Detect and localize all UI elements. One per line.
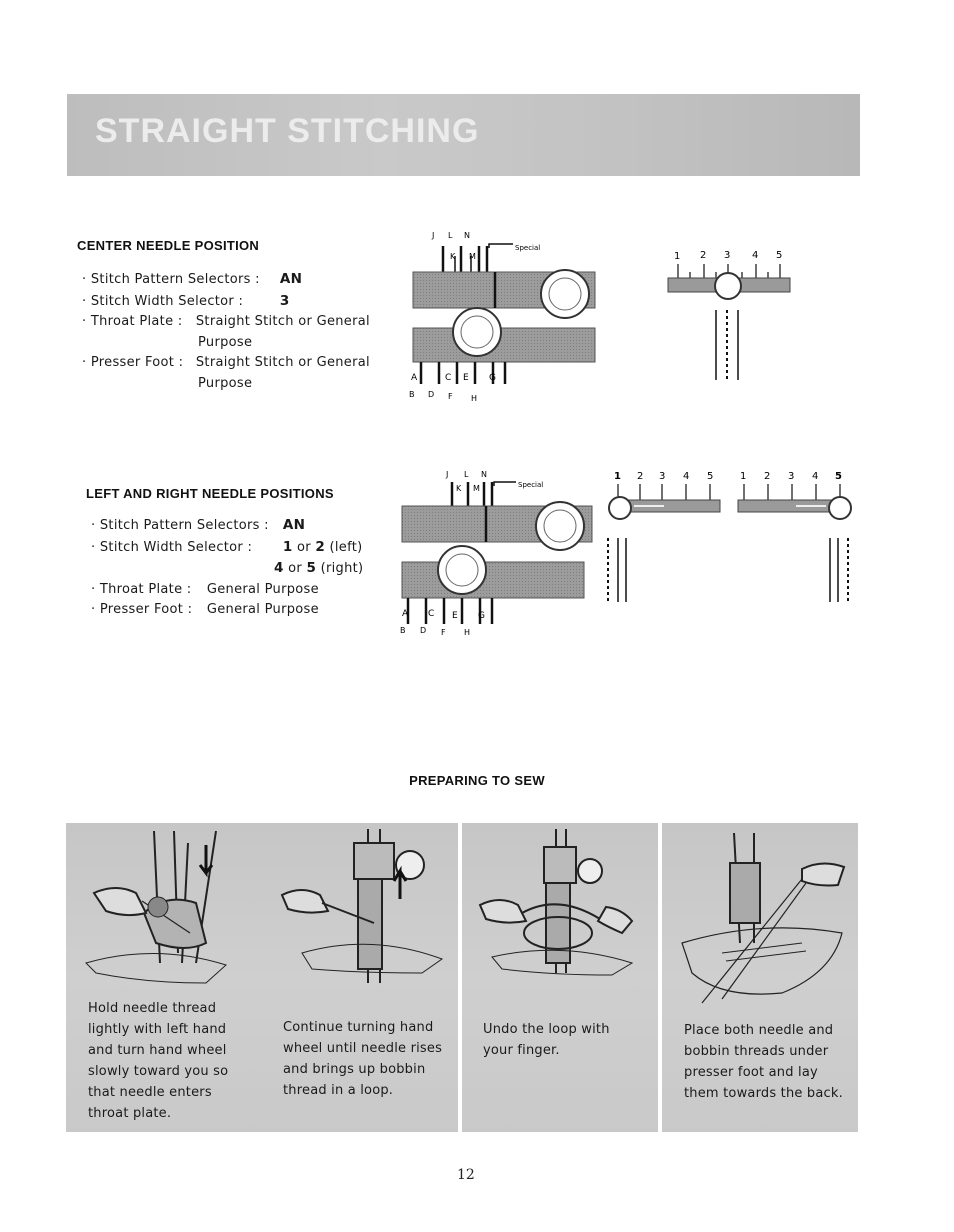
svg-text:B: B bbox=[409, 390, 415, 399]
svg-text:C: C bbox=[445, 373, 452, 383]
svg-text:3: 3 bbox=[724, 250, 731, 261]
svg-text:2: 2 bbox=[637, 471, 644, 482]
svg-text:1: 1 bbox=[674, 251, 681, 262]
lr-row-foot: · Presser Foot : General Purpose bbox=[91, 602, 319, 617]
lr-row-throat: · Throat Plate : General Purpose bbox=[91, 581, 319, 597]
center-needle-heading: CENTER NEEDLE POSITION bbox=[77, 238, 260, 253]
svg-text:C: C bbox=[428, 609, 435, 619]
center-row-throat-cont: Purpose bbox=[198, 334, 253, 350]
svg-text:5: 5 bbox=[707, 471, 714, 482]
svg-text:N: N bbox=[481, 470, 487, 479]
svg-text:G: G bbox=[478, 611, 485, 621]
right-width-diagram bbox=[734, 466, 856, 608]
svg-text:4: 4 bbox=[752, 250, 759, 261]
svg-text:2: 2 bbox=[700, 250, 707, 261]
step-4-text: Place both needle and bobbin threads under presser foot and lay them towards the back. bbox=[684, 1023, 843, 1101]
left-width-diagram bbox=[604, 466, 728, 608]
svg-text:K: K bbox=[456, 484, 462, 493]
svg-text:E: E bbox=[463, 373, 469, 383]
page-number: 12 bbox=[457, 1167, 475, 1183]
svg-text:F: F bbox=[448, 392, 453, 401]
svg-text:F: F bbox=[441, 628, 446, 637]
svg-text:D: D bbox=[420, 626, 427, 635]
svg-text:5: 5 bbox=[835, 471, 842, 482]
lr-row-width: · Stitch Width Selector : 1 or 2 (left) bbox=[91, 538, 363, 555]
center-settings-list bbox=[82, 269, 370, 394]
svg-text:J: J bbox=[432, 231, 435, 240]
svg-text:A: A bbox=[411, 373, 418, 383]
page-title: STRAIGHT STITCHING bbox=[95, 112, 480, 150]
svg-text:Special: Special bbox=[515, 244, 541, 252]
svg-text:5: 5 bbox=[776, 250, 783, 261]
center-row-pattern: · Stitch Pattern Selectors : AN bbox=[82, 271, 303, 287]
center-row-throat: · Throat Plate : Straight Stitch or General bbox=[82, 314, 370, 329]
svg-text:3: 3 bbox=[659, 471, 666, 482]
svg-text:3: 3 bbox=[788, 471, 795, 482]
svg-text:L: L bbox=[464, 470, 469, 479]
svg-text:B: B bbox=[400, 626, 406, 635]
left-right-heading: LEFT AND RIGHT NEEDLE POSITIONS bbox=[86, 486, 334, 501]
lr-row-width-cont: 4 or 5 (right) bbox=[274, 560, 364, 576]
lr-selector-diagram bbox=[396, 464, 596, 642]
center-row-width: · Stitch Width Selector : 3 bbox=[82, 292, 290, 309]
svg-text:G: G bbox=[489, 373, 496, 383]
svg-text:4: 4 bbox=[683, 471, 690, 482]
svg-text:D: D bbox=[428, 390, 435, 399]
svg-text:1: 1 bbox=[740, 471, 747, 482]
step-3-text: Undo the loop with your finger. bbox=[483, 1022, 610, 1058]
undo-loop-illustration bbox=[462, 823, 658, 1132]
svg-text:4: 4 bbox=[812, 471, 819, 482]
svg-text:M: M bbox=[469, 252, 476, 261]
step-panel-2 bbox=[262, 823, 458, 1132]
svg-text:Special: Special bbox=[518, 481, 544, 489]
preparing-heading: PREPARING TO SEW bbox=[409, 773, 545, 788]
svg-text:1: 1 bbox=[614, 471, 621, 482]
svg-text:K: K bbox=[450, 252, 456, 261]
svg-text:J: J bbox=[446, 470, 449, 479]
left-right-settings-list bbox=[91, 515, 363, 621]
step-2-text: Continue turning hand wheel until needle rises and brings up bobbin thread in a loop. bbox=[283, 1020, 443, 1098]
center-width-diagram bbox=[664, 246, 794, 386]
svg-text:A: A bbox=[402, 609, 409, 619]
center-row-foot-cont: Purpose bbox=[198, 375, 253, 391]
svg-text:H: H bbox=[471, 394, 478, 403]
svg-text:L: L bbox=[448, 231, 453, 240]
center-row-foot: · Presser Foot : Straight Stitch or General bbox=[82, 355, 370, 370]
svg-text:M: M bbox=[473, 484, 480, 493]
svg-text:H: H bbox=[464, 628, 471, 637]
svg-text:2: 2 bbox=[764, 471, 771, 482]
step-1-text: Hold needle thread lightly with left hand and turn hand wheel slowly toward you so that needle enters throat plate. bbox=[88, 1001, 229, 1121]
center-selector-diagram bbox=[405, 226, 605, 404]
svg-text:N: N bbox=[464, 231, 470, 240]
step-panel-1 bbox=[66, 823, 262, 1132]
step-panel-3 bbox=[462, 823, 658, 1132]
lr-row-pattern: · Stitch Pattern Selectors : AN bbox=[91, 517, 306, 533]
step-panel-4 bbox=[662, 823, 858, 1132]
svg-text:E: E bbox=[452, 611, 458, 621]
